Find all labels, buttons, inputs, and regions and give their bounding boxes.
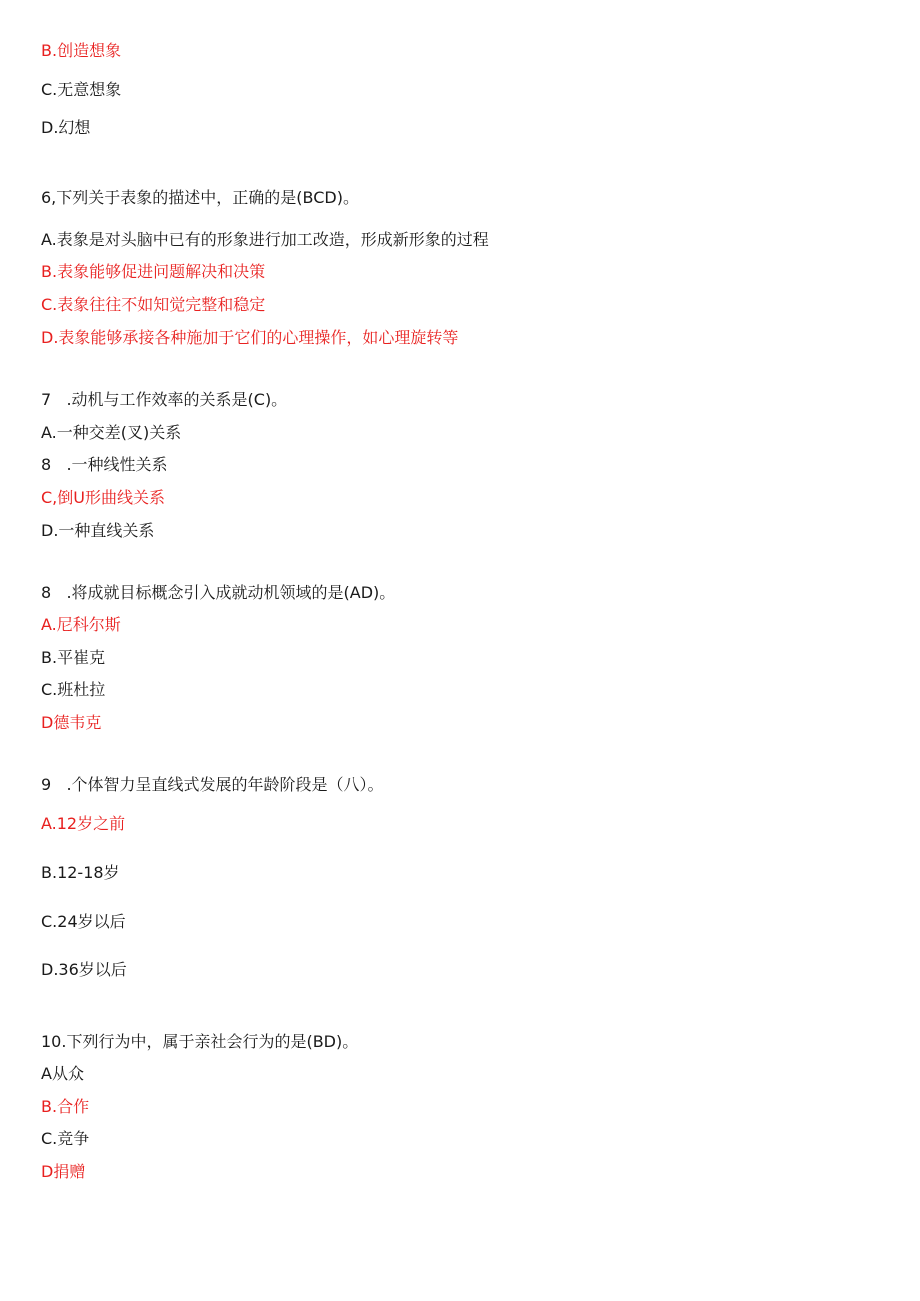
q7-option-b: 8 .一种线性关系 — [41, 455, 168, 474]
q10-option-a: A从众 — [41, 1064, 84, 1083]
q10-option-c: C.竞争 — [41, 1129, 90, 1148]
question-6: 6,下列关于表象的描述中，正确的是(BCD)。 — [41, 188, 359, 207]
q6-option-c: C.表象往往不如知觉完整和稳定 — [41, 295, 266, 314]
q6-option-b: B.表象能够促进问题解决和决策 — [41, 262, 266, 281]
line-1: B.创造想象 — [41, 41, 122, 60]
q7-option-a: A.一种交差(叉)关系 — [41, 423, 182, 442]
q6-option-d: D.表象能够承接各种施加于它们的心理操作，如心理旋转等 — [41, 328, 459, 347]
line-2: C.无意想象 — [41, 80, 122, 99]
q7-option-d: D.一种直线关系 — [41, 521, 155, 540]
q8-option-b: B.平崔克 — [41, 648, 106, 667]
q9-option-d: D.36岁以后 — [41, 960, 127, 979]
question-10: 10.下列行为中，属于亲社会行为的是(BD)。 — [41, 1032, 359, 1051]
q8-option-c: C.班杜拉 — [41, 680, 106, 699]
q9-option-b: B.12-18岁 — [41, 863, 120, 882]
question-9: 9 .个体智力呈直线式发展的年龄阶段是（八）。 — [41, 775, 384, 794]
q10-option-d: D捐赠 — [41, 1162, 86, 1181]
question-8: 8 .将成就目标概念引入成就动机领域的是(AD)。 — [41, 583, 396, 602]
q8-option-a: A.尼科尔斯 — [41, 615, 121, 634]
q9-option-c: C.24岁以后 — [41, 912, 126, 931]
q10-option-b: B.合作 — [41, 1097, 90, 1116]
q8-option-d: D德韦克 — [41, 713, 102, 732]
q9-option-a: A.12岁之前 — [41, 814, 126, 833]
question-7: 7 .动机与工作效率的关系是(C)。 — [41, 390, 288, 409]
q6-option-a: A.表象是对头脑中已有的形象进行加工改造，形成新形象的过程 — [41, 230, 489, 249]
q7-option-c: C,倒U形曲线关系 — [41, 488, 165, 507]
line-3: D.幻想 — [41, 118, 91, 137]
